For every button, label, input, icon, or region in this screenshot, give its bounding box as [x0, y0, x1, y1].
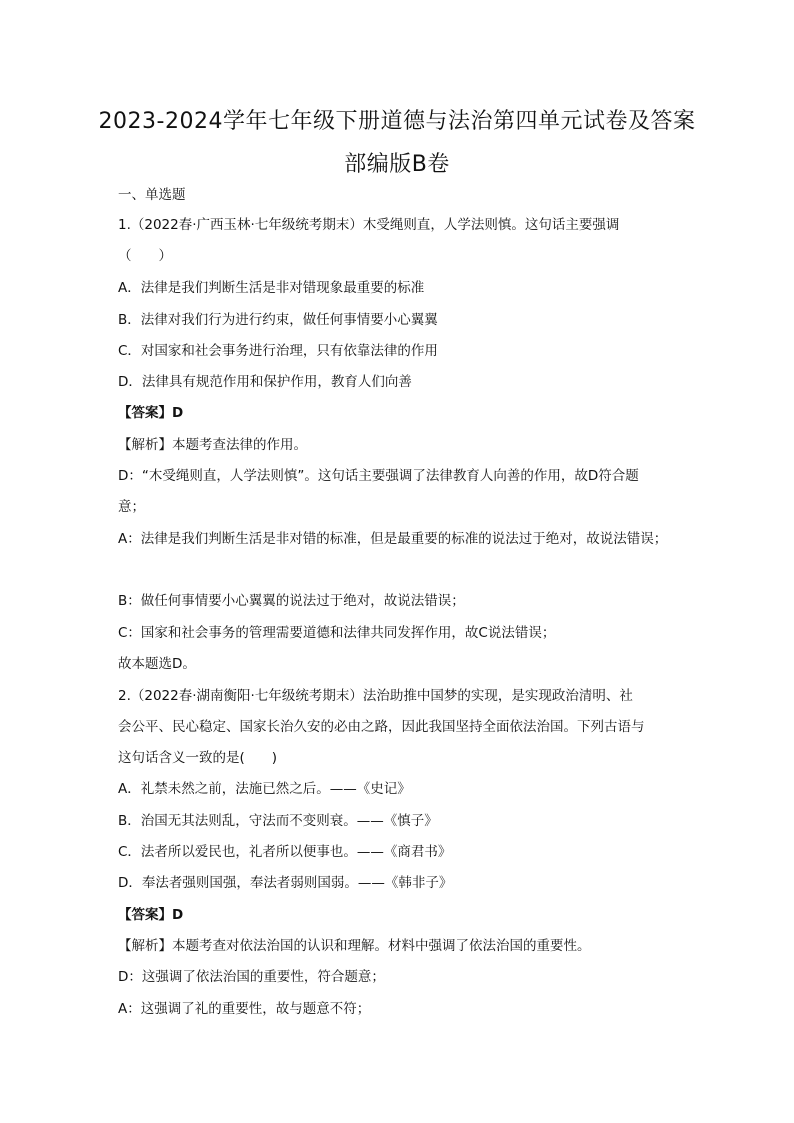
question-1-option-d: D．法律具有规范作用和保护作用，教育人们向善 [118, 374, 412, 390]
question-2-analysis-line: A：这强调了礼的重要性，故与题意不符； [118, 1001, 371, 1017]
question-2-stem: 会公平、民心稳定、国家长治久安的必由之路，因此我国坚持全面依法治国。下列古语与 [118, 719, 645, 735]
question-1-analysis-line: C：国家和社会事务的管理需要道德和法律共同发挥作用，故C说法错误； [118, 625, 556, 641]
question-1-option-c: C．对国家和社会事务进行治理，只有依靠法律的作用 [118, 343, 438, 359]
question-2-analysis-line: D：这强调了依法治国的重要性，符合题意； [118, 969, 385, 985]
document-subtitle: 部编版B卷 [344, 152, 450, 177]
question-1-analysis-line: A：法律是我们判断生活是非对错的标准，但是最重要的标准的说法过于绝对，故说法错误； [118, 531, 668, 547]
question-2-option-b: B．治国无其法则乱，守法而不变则衰。——《慎子》 [118, 813, 438, 829]
question-1-stem: 1.（2022春·广西玉林·七年级统考期末）木受绳则直，人学法则慎。这句话主要强调 [118, 217, 620, 233]
question-1-option-b: B．法律对我们行为进行约束，做任何事情要小心翼翼 [118, 312, 438, 328]
question-2-option-d: D．奉法者强则国强，奉法者弱则国弱。——《韩非子》 [118, 875, 453, 891]
question-1-analysis-line: D：“木受绳则直，人学法则慎”。这句话主要强调了法律教育人向善的作用，故D符合题 [118, 468, 639, 484]
question-1-analysis-line: B：做任何事情要小心翼翼的说法过于绝对，故说法错误； [118, 593, 465, 609]
question-2-stem: 这句话含义一致的是( ) [118, 750, 278, 766]
question-2-answer: 【答案】D [118, 907, 184, 923]
section-heading: 一、单选题 [118, 187, 186, 203]
question-1-answer: 【答案】D [118, 405, 184, 421]
document-title: 2023-2024学年七年级下册道德与法治第四单元试卷及答案 [98, 109, 696, 134]
question-2-stem: 2.（2022春·湖南衡阳·七年级统考期末）法治助推中国梦的实现，是实现政治清明、社 [118, 688, 633, 704]
question-1-stem-blank: （ ） [118, 248, 172, 264]
question-1-option-a: A．法律是我们判断生活是非对错现象最重要的标准 [118, 280, 425, 296]
question-1-analysis-line: 【解析】本题考查法律的作用。 [118, 437, 307, 453]
question-1-analysis-line: 意； [118, 499, 145, 515]
question-1-analysis-line: 故本题选D。 [118, 656, 196, 672]
question-2-option-c: C．法者所以爱民也，礼者所以便事也。——《商君书》 [118, 844, 452, 860]
question-2-option-a: A．礼禁未然之前，法施已然之后。——《史记》 [118, 781, 411, 797]
question-2-analysis-line: 【解析】本题考查对依法治国的认识和理解。材料中强调了依法治国的重要性。 [118, 938, 591, 954]
